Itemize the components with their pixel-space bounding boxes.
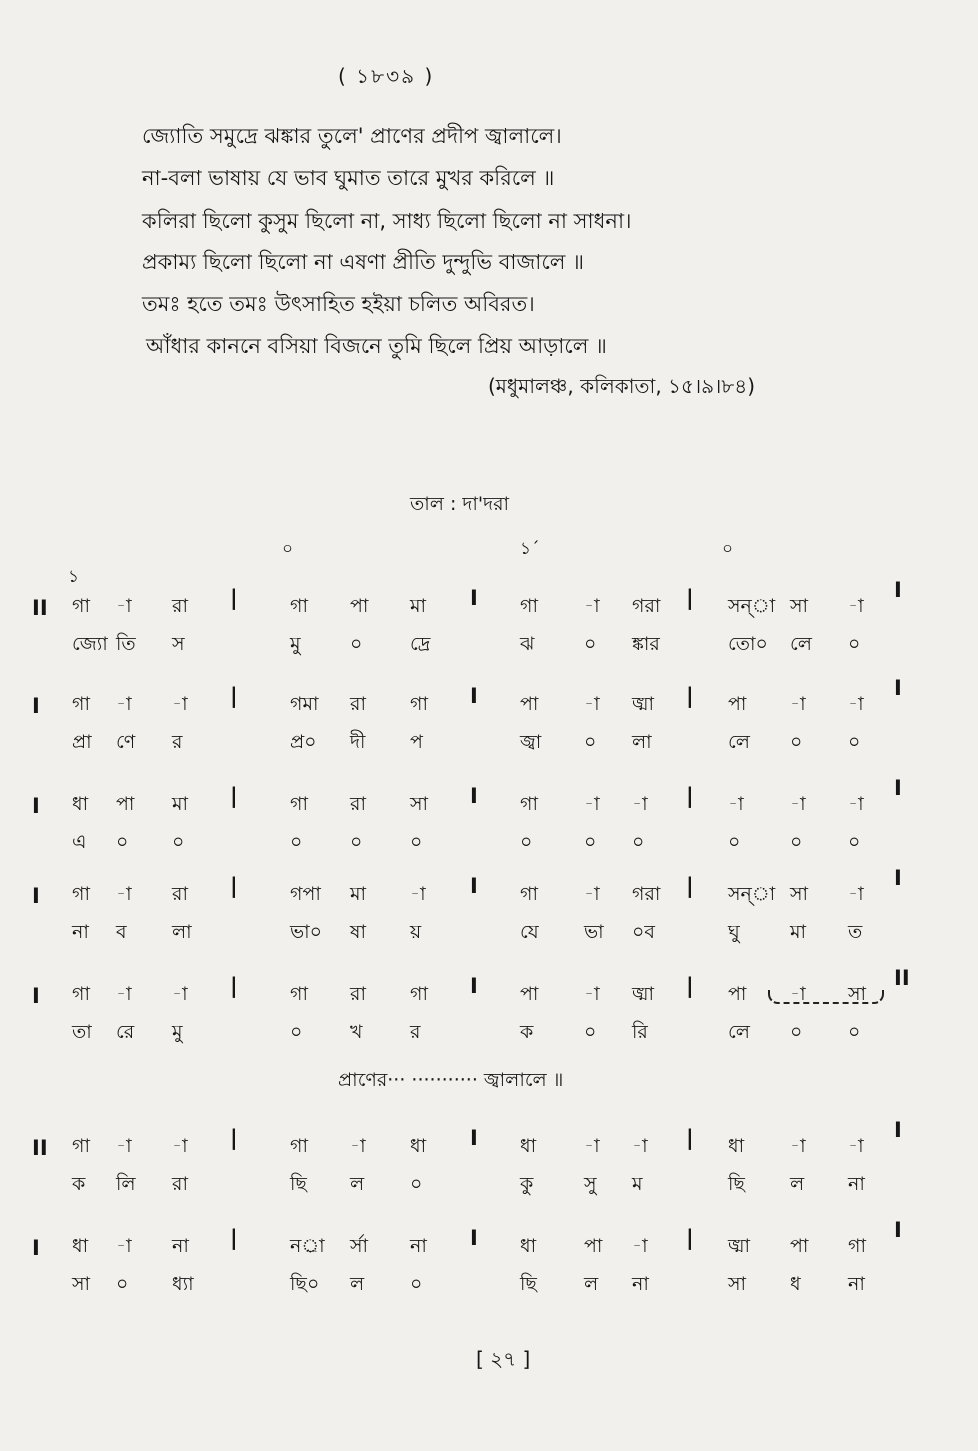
swara-note: গা <box>72 1135 90 1157</box>
barline: | <box>230 974 238 998</box>
swara-note: গা <box>848 1235 866 1257</box>
end-barline: I <box>894 578 902 602</box>
lyric-syllable: ম <box>632 1173 643 1195</box>
tala-mark: ০ <box>282 539 294 559</box>
swara-note: -া <box>410 883 426 905</box>
swara-note: রা <box>172 883 188 905</box>
swara-note: পা <box>728 983 747 1005</box>
start-barline: I <box>32 884 40 908</box>
slur-mark <box>768 990 884 1004</box>
swara-note: -া <box>790 793 806 815</box>
lyric-syllable: ক <box>72 1173 86 1195</box>
lyric-syllable: ঘু <box>728 921 740 943</box>
swara-note: রা <box>350 983 366 1005</box>
swara-note: গা <box>520 595 538 617</box>
lyric-syllable: ০ <box>520 831 533 853</box>
lyric-syllable: ণে <box>116 731 136 753</box>
lyric-syllable: ০ <box>410 1273 423 1295</box>
lyric-syllable: ছি০ <box>290 1273 320 1295</box>
tala-heading: তাল : দা'দরা <box>410 493 510 515</box>
lyric-syllable: ০ <box>790 1021 803 1043</box>
barline: | <box>686 784 694 808</box>
swara-note: রা <box>350 793 366 815</box>
swara-note: মা <box>350 883 367 905</box>
barline: | <box>686 586 694 610</box>
lyric-syllable: ছি <box>520 1273 537 1295</box>
swara-note: গা <box>290 1135 308 1157</box>
lyric-syllable: ছি <box>290 1173 307 1195</box>
lyric-syllable: ০ <box>116 1273 129 1295</box>
swara-note: না <box>172 1235 189 1257</box>
swara-note: ধা <box>520 1135 537 1157</box>
lyric-syllable: জ্যো <box>72 633 108 655</box>
swara-note: -া <box>172 693 188 715</box>
swara-note: পা <box>116 793 135 815</box>
lyric-syllable: সা <box>72 1273 91 1295</box>
poem-line: আঁধার কাননে বসিয়া বিজনে তুমি ছিলে প্রিয় আড়ালে ॥ <box>146 334 607 358</box>
lyric-syllable: রি <box>632 1021 648 1043</box>
swara-note: পা <box>520 983 539 1005</box>
swara-note: রা <box>172 595 188 617</box>
swara-note: ধা <box>72 793 89 815</box>
lyric-syllable: ত <box>848 921 863 943</box>
swara-note: মা <box>172 793 189 815</box>
lyric-syllable: ০ <box>790 831 803 853</box>
lyric-syllable: র <box>410 1021 421 1043</box>
swara-note: সা <box>790 883 809 905</box>
lyric-syllable: ষা <box>350 921 366 943</box>
barline: | <box>230 874 238 898</box>
swara-note: -া <box>116 983 132 1005</box>
swara-note: -া <box>584 1135 600 1157</box>
swara-note: গা <box>72 883 90 905</box>
lyric-syllable: তো০ <box>728 633 768 655</box>
lyric-syllable: ব <box>116 921 127 943</box>
swara-note: -া <box>848 595 864 617</box>
swara-note: সা <box>410 793 429 815</box>
swara-note: -া <box>584 693 600 715</box>
start-barline: I <box>32 984 40 1008</box>
swara-note: -া <box>116 693 132 715</box>
lyric-syllable: যে <box>520 921 539 943</box>
swara-note: সা <box>790 595 809 617</box>
lyric-syllable: না <box>72 921 89 943</box>
lyric-syllable: ০ <box>848 731 861 753</box>
start-barline: I <box>32 1236 40 1260</box>
poem-line: তমঃ হতে তমঃ উৎসাহিত হইয়া চলিত অবিরত। <box>142 292 535 316</box>
lyric-syllable: ক <box>520 1021 534 1043</box>
end-barline: I <box>894 866 902 890</box>
refrain-line: প্রাণের··· ··········· জ্বালালে ॥ <box>338 1069 564 1091</box>
lyric-syllable: লে <box>790 633 812 655</box>
swara-note: গা <box>410 693 428 715</box>
lyric-syllable: লা <box>632 731 652 753</box>
barline: | <box>686 974 694 998</box>
barline: I <box>470 1126 478 1150</box>
lyric-syllable: ০ <box>350 633 363 655</box>
lyric-syllable: না <box>848 1173 865 1195</box>
poem-credit: (মধুমালঞ্চ, কলিকাতা, ১৫।৯।৮৪) <box>488 374 756 398</box>
lyric-syllable: লা <box>172 921 192 943</box>
swara-note: -া <box>116 595 132 617</box>
swara-note: গা <box>520 793 538 815</box>
swara-note: গা <box>410 983 428 1005</box>
swara-note: গমা <box>290 693 319 715</box>
lyric-syllable: লি <box>116 1173 136 1195</box>
swara-note: -া <box>632 1135 648 1157</box>
lyric-syllable: ০ <box>410 1173 423 1195</box>
lyric-syllable: সা <box>728 1273 747 1295</box>
lyric-syllable: ০ <box>728 831 741 853</box>
lyric-syllable: সু <box>584 1173 597 1195</box>
poem-line: না-বলা ভাষায় যে ভাব ঘুমাত তারে মুখর করিলে ॥ <box>142 166 555 190</box>
swara-note: পা <box>520 693 539 715</box>
swara-note: সন্‌া <box>728 883 776 905</box>
lyric-syllable: প <box>410 731 423 753</box>
swara-note: গা <box>290 595 308 617</box>
poem-line: কলিরা ছিলো কুসুম ছিলো না, সাধ্য ছিলো ছিলো না সাধনা। <box>142 209 632 233</box>
swara-note: -া <box>848 1135 864 1157</box>
barline: | <box>686 874 694 898</box>
swara-note: গা <box>290 983 308 1005</box>
barline: | <box>230 1226 238 1250</box>
barline: | <box>230 1126 238 1150</box>
end-barline: I <box>894 1218 902 1242</box>
lyric-syllable: ০ <box>172 831 185 853</box>
swara-note: মা <box>410 595 427 617</box>
swara-note: -া <box>790 1135 806 1157</box>
swara-note: পা <box>350 595 369 617</box>
lyric-syllable: ০ <box>848 1021 861 1043</box>
start-barline: I <box>32 694 40 718</box>
lyric-syllable: লে <box>728 731 750 753</box>
swara-note: ধা <box>520 1235 537 1257</box>
swara-note: পা <box>790 1235 809 1257</box>
swara-note: -া <box>632 793 648 815</box>
lyric-syllable: ০ <box>584 633 597 655</box>
lyric-syllable: দ্রে <box>410 633 431 655</box>
lyric-syllable: ল <box>790 1173 805 1195</box>
swara-note: -া <box>848 693 864 715</box>
swara-note: পা <box>728 693 747 715</box>
swara-note: নর্া <box>290 1235 325 1257</box>
lyric-syllable: ০ <box>290 1021 303 1043</box>
poem-line: প্রকাম্য ছিলো ছিলো না এষণা প্রীতি দুন্দুভি বাজালে ॥ <box>142 250 584 274</box>
lyric-syllable: ল <box>350 1273 365 1295</box>
swara-note: -া <box>584 883 600 905</box>
swara-note: -া <box>790 983 806 1005</box>
swara-note: -া <box>350 1135 366 1157</box>
swara-note: -া <box>584 793 600 815</box>
barline: | <box>230 784 238 808</box>
barline: I <box>470 784 478 808</box>
lyric-syllable: ঝ <box>520 633 535 655</box>
lyric-syllable: র <box>172 731 183 753</box>
swara-note: পা <box>584 1235 603 1257</box>
barline: I <box>470 684 478 708</box>
lyric-syllable: তা <box>72 1021 92 1043</box>
lyric-syllable: দী <box>350 731 366 753</box>
tala-mark: ১´ <box>520 539 540 559</box>
swara-note: সন্‌া <box>728 595 776 617</box>
lyric-syllable: ভা <box>584 921 604 943</box>
barline: | <box>686 1226 694 1250</box>
swara-note: -া <box>728 793 744 815</box>
swara-note: ঙ্মা <box>728 1235 751 1257</box>
lyric-syllable: ধ <box>790 1273 801 1295</box>
barline: I <box>470 874 478 898</box>
lyric-syllable: কু <box>520 1173 534 1195</box>
end-barline: I <box>894 676 902 700</box>
beat-mark-first: ১ <box>68 567 80 587</box>
swara-note: -া <box>632 1235 648 1257</box>
swara-note: গা <box>72 983 90 1005</box>
lyric-syllable: মু <box>172 1021 183 1043</box>
swara-note: সা <box>848 983 867 1005</box>
end-barline: I <box>894 1118 902 1142</box>
swara-note: -া <box>116 1235 132 1257</box>
swara-note: গপা <box>290 883 321 905</box>
lyric-syllable: ধ্যা <box>172 1273 194 1295</box>
lyric-syllable: ০ <box>410 831 423 853</box>
lyric-syllable: ঙ্কার <box>632 633 660 655</box>
lyric-syllable: জ্বা <box>520 731 542 753</box>
lyric-syllable: রা <box>172 1173 188 1195</box>
swara-note: গা <box>290 793 308 815</box>
barline: I <box>470 1226 478 1250</box>
lyric-syllable: ল <box>584 1273 599 1295</box>
start-barline: I <box>32 794 40 818</box>
page-marker: ( ১৮৩৯ ) <box>338 64 435 88</box>
barline: | <box>686 1126 694 1150</box>
lyric-syllable: ০ <box>790 731 803 753</box>
barline: | <box>686 684 694 708</box>
lyric-syllable: রে <box>116 1021 135 1043</box>
lyric-syllable: খ <box>350 1021 363 1043</box>
swara-note: -া <box>790 693 806 715</box>
page-number: [ ২৭ ] <box>476 1347 531 1371</box>
lyric-syllable: তি <box>116 633 136 655</box>
tala-mark: ০ <box>722 539 734 559</box>
swara-note: গা <box>520 883 538 905</box>
lyric-syllable: লে <box>728 1021 750 1043</box>
swara-note: -া <box>584 595 600 617</box>
swara-note: ধা <box>728 1135 745 1157</box>
lyric-syllable: ল <box>350 1173 365 1195</box>
swara-note: -া <box>848 793 864 815</box>
swara-note: -া <box>116 1135 132 1157</box>
lyric-syllable: ০ব <box>632 921 655 943</box>
end-barline: I <box>894 776 902 800</box>
swara-note: -া <box>172 983 188 1005</box>
swara-note: -া <box>172 1135 188 1157</box>
barline: I <box>470 974 478 998</box>
lyric-syllable: ০ <box>116 831 129 853</box>
lyric-syllable: ০ <box>848 633 861 655</box>
lyric-syllable: ০ <box>584 731 597 753</box>
lyric-syllable: না <box>848 1273 865 1295</box>
end-barline: II <box>894 966 910 990</box>
lyric-syllable: এ <box>72 831 87 853</box>
barline: I <box>470 586 478 610</box>
swara-note: র্সা <box>350 1235 369 1257</box>
lyric-syllable: প্র০ <box>290 731 317 753</box>
lyric-syllable: ০ <box>848 831 861 853</box>
swara-note: -া <box>848 883 864 905</box>
lyric-syllable: ছি <box>728 1173 745 1195</box>
barline: | <box>230 684 238 708</box>
lyric-syllable: য় <box>410 921 422 943</box>
lyric-syllable: ০ <box>290 831 303 853</box>
swara-note: গরা <box>632 883 661 905</box>
swara-note: গা <box>72 693 90 715</box>
lyric-syllable: ০ <box>584 831 597 853</box>
swara-note: গরা <box>632 595 661 617</box>
lyric-syllable: স <box>172 633 185 655</box>
swara-note: -া <box>584 983 600 1005</box>
swara-note: রা <box>350 693 366 715</box>
swara-note: ধা <box>410 1135 427 1157</box>
swara-note: ঙ্মা <box>632 983 655 1005</box>
lyric-syllable: মু <box>290 633 301 655</box>
swara-note: ঙ্মা <box>632 693 655 715</box>
barline: | <box>230 586 238 610</box>
lyric-syllable: মা <box>790 921 807 943</box>
lyric-syllable: না <box>632 1273 649 1295</box>
swara-note: গা <box>72 595 90 617</box>
lyric-syllable: প্রা <box>72 731 92 753</box>
swara-note: -া <box>116 883 132 905</box>
start-barline: II <box>32 596 48 620</box>
swara-note: না <box>410 1235 427 1257</box>
lyric-syllable: ভা০ <box>290 921 323 943</box>
start-barline: II <box>32 1136 48 1160</box>
poem-line: জ্যোতি সমুদ্রে ঝঙ্কার তুলে' প্রাণের প্রদীপ জ্বালালে। <box>142 124 562 148</box>
lyric-syllable: ০ <box>584 1021 597 1043</box>
lyric-syllable: ০ <box>350 831 363 853</box>
lyric-syllable: ০ <box>632 831 645 853</box>
swara-note: ধা <box>72 1235 89 1257</box>
